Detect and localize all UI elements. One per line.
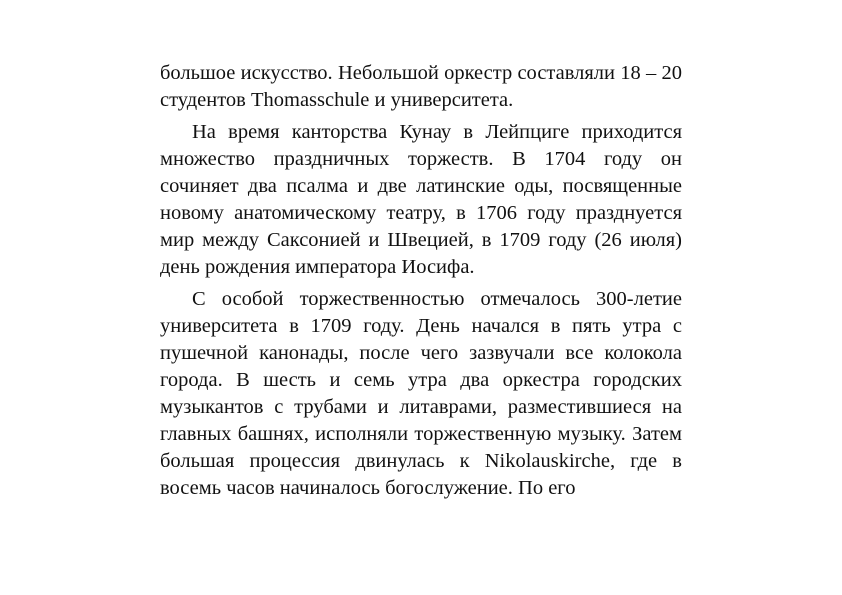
paragraph-continuation: большое искусство. Небольшой оркестр составляли 18 – 20 студентов Thomasschule и университета. — [160, 62, 682, 111]
paragraph-university-anniversary: С особой торжественностью отмечалось 300-летие университета в 1709 году. День начался в пять утра с пушечной канонады, после чего зазвучали все колокола города. В шесть и семь утра два оркестра городских музыкантов с трубами и литаврами, разместившиеся на главных башнях, исполняли торжественную музыку. Затем большая процессия двинулась к Nikolauskirche, где в восемь часов начиналось богослужение. По его — [160, 288, 682, 499]
text-column — [160, 60, 682, 507]
paragraph-kuhnau-celebrations: На время канторства Кунау в Лейпциге приходится множество праздничных торжеств. В 1704 году он сочиняет два псалма и две латинские оды, посвященные новому анатомическому театру, в 1706 году празднуется мир между Саксонией и Швецией, в 1709 году (26 июля) день рождения императора Иосифа. — [160, 121, 682, 278]
